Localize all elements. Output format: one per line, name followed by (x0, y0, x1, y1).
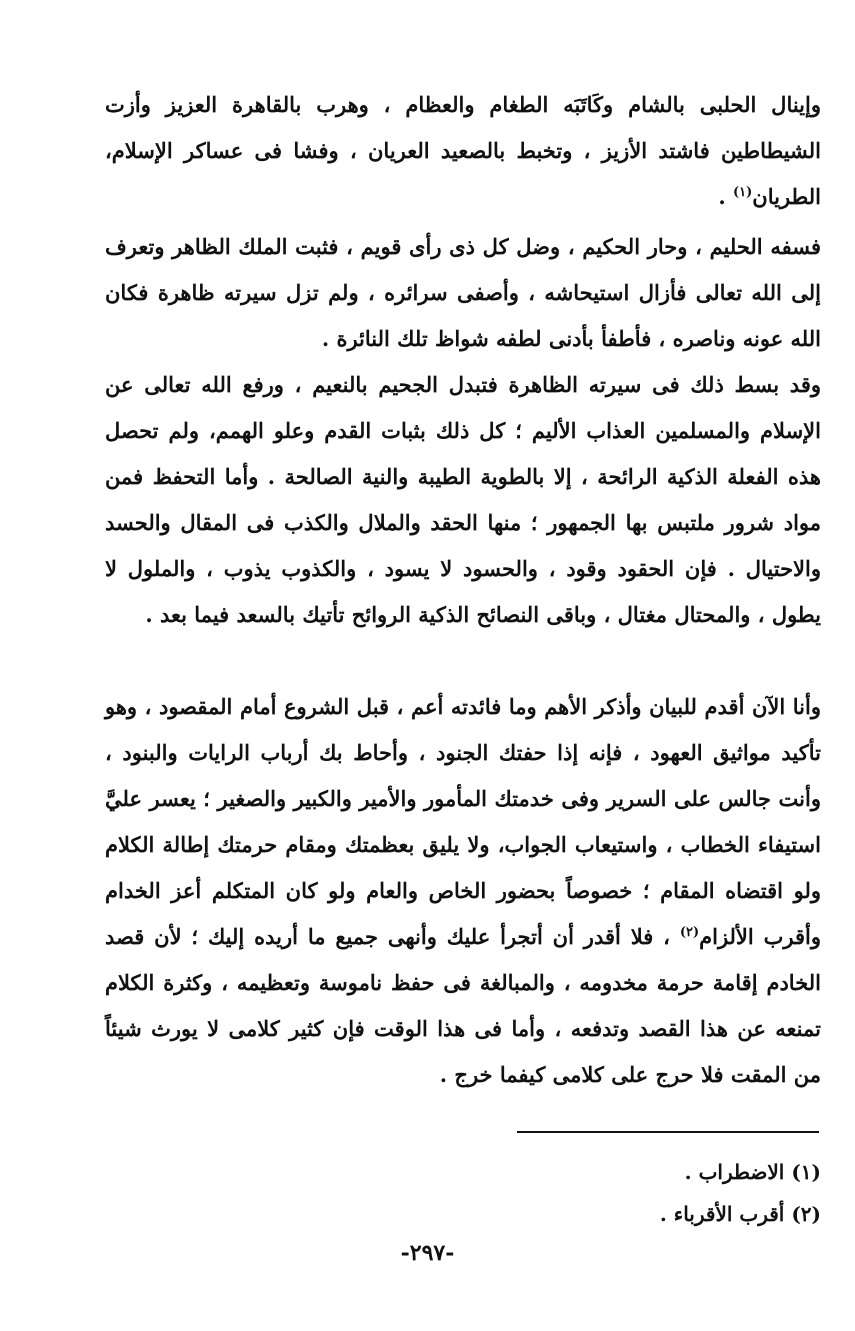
paragraph-1-end: . (718, 184, 733, 209)
paragraph-4-end: ، فلا أقدر أن أتجرأ عليك وأنهى جميع ما أريده إليك ؛ لأن قصد الخادم إقامة حرمة مخدومه ، والمبالغة فى حفظ ناموسة وتعظيمه ، وكثرة الكلام تمنعه عن هذا القصد وتدفعه ، وأما فى هذا الوقت فإن كثير كلامى لا يورث شيئاً من المقت فلا حرج على كلامى كيفما خرج . (105, 924, 821, 1087)
paragraph-2: فسفه الحليم ، وحار الحكيم ، وضل كل ذى رأى قويم ، فثبت الملك الظاهر وتعرف إلى الله تعالى فأزال استيحاشه ، وأصفى سرائره ، ولم تزل سيرته ظاهرة فكان الله عونه وناصره ، فأطفأ بأدنى لطفه شواظ تلك النائرة . (105, 234, 821, 351)
footnote-ref-1: (١) (732, 185, 753, 200)
paragraph-1 (105, 82, 821, 220)
footnote-divider (517, 1131, 819, 1133)
page-number: -٢٩٧- (400, 1240, 455, 1266)
footnote-2: (٢) أقرب الأقرباء . (659, 1202, 821, 1226)
paragraph-1-text: وإينال الحلبى بالشام وكَاتَبَه الطغام والعظام ، وهرب بالقاهرة العزيز وأزت الشيطاطين فاشتد الأزيز ، وتخبط بالصعيد العريان ، وفشا فى عساكر الإسلام، الطريان (105, 92, 821, 209)
footnote-ref-2: (٢) (679, 925, 700, 940)
paragraph-3: وقد بسط ذلك فى سيرته الظاهرة فتبدل الجحيم بالنعيم ، ورفع الله تعالى عن الإسلام والمسلمين العذاب الأليم ؛ كل ذلك بثبات القدم وعلو الهمم، ولم تحصل هذه الفعلة الذكية الرائحة ، إلا بالطوية الطيبة والنية الصالحة . وأما التحفظ فمن مواد شرور ملتبس بها الجمهور ؛ منها الحقد والملال والكذب فى المقال والحسد والاحتيال . فإن الحقود وقود ، والحسود لا يسود ، والكذوب يذوب ، والملول لا يطول ، والمحتال مغتال ، وباقى النصائح الذكية الروائح تأتيك بالسعد فيما بعد . (105, 372, 821, 627)
paragraph-4-text: وأنا الآن أقدم للبيان وأذكر الأهم وما فائدته أعم ، قبل الشروع أمام المقصود ، وهو تأكيد مواثيق العهود ، فإنه إذا حفتك الجنود ، وأحاط بك أرباب الرايات والبنود ، وأنت جالس على السرير وفى خدمتك المأمور والأمير والكبير والصغير ؛ يعسر عليَّ استيفاء الخطاب ، واستيعاب الجواب، ولا يليق بعظمتك ومقام حرمتك إطالة الكلام ولو اقتضاه المقام ؛ خصوصاً بحضور الخاص والعام ولو كان المتكلم أعز الخدام وأقرب الألزام (105, 694, 821, 949)
paragraph-4 (105, 684, 821, 1098)
footnote-1: (١) الاضطراب . (684, 1160, 821, 1184)
